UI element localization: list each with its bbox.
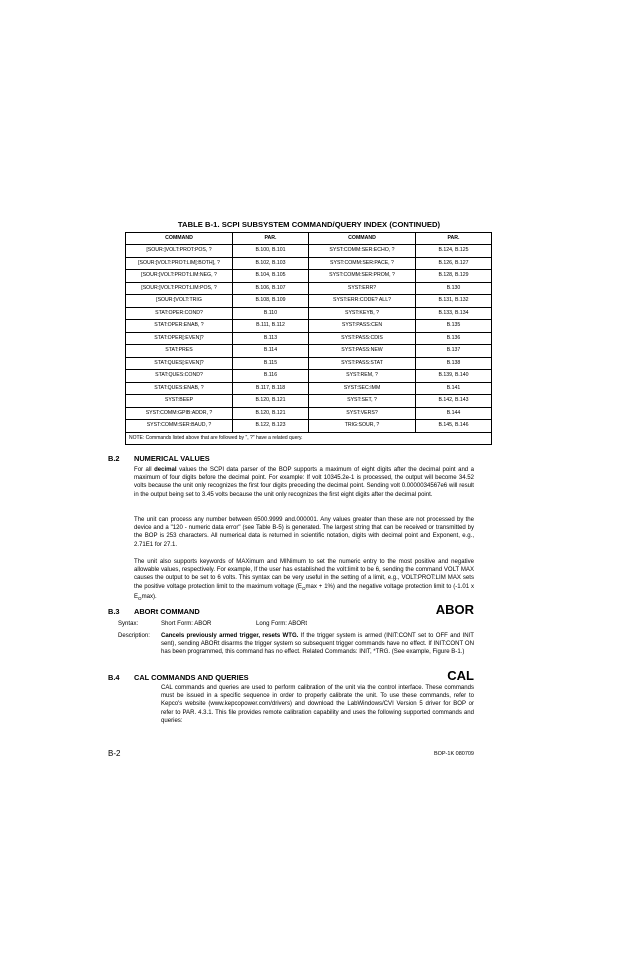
table-row bbox=[126, 382, 492, 395]
command-cell: SYST:REM, ? bbox=[309, 370, 416, 383]
section-number: B.2 bbox=[108, 454, 120, 463]
table-row bbox=[126, 282, 492, 295]
table-row bbox=[126, 407, 492, 420]
column-header: COMMAND bbox=[309, 233, 416, 245]
table-body bbox=[126, 245, 492, 433]
command-cell: SYST:PASS:STAT bbox=[309, 357, 416, 370]
par-cell: B.133, B.134 bbox=[416, 307, 492, 320]
par-cell: B.142, B.143 bbox=[416, 395, 492, 408]
command-cell: SYST:KEYB, ? bbox=[309, 307, 416, 320]
table-row bbox=[126, 420, 492, 433]
table-row bbox=[126, 357, 492, 370]
command-cell: SYST:ERR:CODE? ALL? bbox=[309, 295, 416, 308]
par-cell: B.124, B.125 bbox=[416, 245, 492, 258]
paragraph-numerical-1: For all decimal values the SCPI data parser of the BOP supports a maximum of eight digits after the decimal point and a maximum of four digits before the decimal point. For example: If volt 10345.2e-1 is processed, the output will become 34.52 volts because the unit only recognizes the first four digits preceding the decimal point. Sending volt 0.0000034567e6 will result in the output being set to 3.45 volts because the unit only recognizes the first eight digits after the decimal point. bbox=[134, 467, 475, 498]
par-cell: B.120, B.121 bbox=[233, 395, 309, 408]
table-title: TABLE B-1. SCPI SUBSYSTEM COMMAND/QUERY INDEX (CONTINUED) bbox=[177, 220, 441, 229]
par-cell: B.141 bbox=[416, 382, 492, 395]
command-cell: SYST:COMM:GPIB:ADDR, ? bbox=[126, 407, 233, 420]
command-cell: STAT:OPER:ENAB, ? bbox=[126, 320, 233, 333]
side-label-cal: CAL bbox=[447, 668, 474, 683]
command-cell: SYST:SET, ? bbox=[309, 395, 416, 408]
table-row bbox=[126, 320, 492, 333]
command-cell: SYST:COMM:SER:PROM, ? bbox=[309, 270, 416, 283]
table-row bbox=[126, 370, 492, 383]
paragraph-cal: CAL commands and queries are used to perform calibration of the unit via the control interface. These commands must be issued in a specific sequence in order to properly calibrate the unit. To use these commands, refer to Kepco's website (www.kepcopower.com/drivers) and download the LabWindows/CVI Version 5 driver for BOP or refer to PAR. 4.3.1. This file provides remote calibration capability and uses the following supported commands and queries: bbox=[161, 685, 474, 724]
par-cell: B.102, B.103 bbox=[233, 257, 309, 270]
par-cell: B.139, B.140 bbox=[416, 370, 492, 383]
command-cell: SYST:COMM:SER:ECHO, ? bbox=[309, 245, 416, 258]
command-cell: SYST:ERR? bbox=[309, 282, 416, 295]
section-number: B.3 bbox=[108, 607, 120, 616]
side-label-abor: ABOR bbox=[435, 602, 474, 617]
command-cell: SYST:BEEP bbox=[126, 395, 233, 408]
command-cell: STAT:OPER:COND? bbox=[126, 307, 233, 320]
command-cell: [SOUR:]VOLT:PROT:LIM:NEG, ? bbox=[126, 270, 233, 283]
command-cell: SYST:PASS:CEN bbox=[309, 320, 416, 333]
par-cell: B.138 bbox=[416, 357, 492, 370]
description-text: Cancels previously armed trigger, resets WTG. If the trigger system is armed (INIT:CONT set to OFF and INIT sent), sending ABORt disarms the trigger system so subsequent trigger commands have no effect. If INIT:CONT ON has been programmed, this command has no effect. Related Commands: INIT, *TRG. (See example, Figure B-1.) bbox=[161, 633, 474, 656]
command-cell: [SOUR:]VOLT:PROT:LIM[:BOTH], ? bbox=[126, 257, 233, 270]
par-cell: B.145, B.146 bbox=[416, 420, 492, 433]
description-label: Description: bbox=[118, 633, 150, 639]
table-row bbox=[126, 245, 492, 258]
par-cell: B.113 bbox=[233, 332, 309, 345]
short-form: Short Form: ABOR bbox=[161, 621, 212, 627]
par-cell: B.135 bbox=[416, 320, 492, 333]
par-cell: B.116 bbox=[233, 370, 309, 383]
column-header: COMMAND bbox=[126, 233, 233, 245]
par-cell: B.130 bbox=[416, 282, 492, 295]
command-cell: SYST:COMM:SER:PACE, ? bbox=[309, 257, 416, 270]
par-cell: B.111, B.112 bbox=[233, 320, 309, 333]
par-cell: B.110 bbox=[233, 307, 309, 320]
table-header-row bbox=[126, 233, 492, 245]
par-cell: B.137 bbox=[416, 345, 492, 358]
table-row bbox=[126, 332, 492, 345]
section-title-numerical-values: NUMERICAL VALUES bbox=[134, 454, 210, 463]
table-row bbox=[126, 270, 492, 283]
command-cell: SYST:PASS:NEW bbox=[309, 345, 416, 358]
syntax-label: Syntax: bbox=[118, 621, 139, 627]
table-row bbox=[126, 345, 492, 358]
column-header: PAR. bbox=[233, 233, 309, 245]
paragraph-numerical-2: The unit can process any number between 6500.9999 and.000001. Any values greater than these are not processed by the device and a "120 - numeric data error" (see Table B-5) is generated. The largest string that can be received or transmitted by the BOP is 253 characters. All numerical data is returned in scientific notation, digits with decimal point and Exponent, e.g., 2.71E1 for 27.1. bbox=[134, 517, 474, 548]
page-number: B-2 bbox=[108, 749, 121, 758]
table-note-row bbox=[126, 432, 492, 445]
par-cell: B.126, B.127 bbox=[416, 257, 492, 270]
command-cell: SYST:SEC:IMM bbox=[309, 382, 416, 395]
command-cell: [SOUR:]VOLT:PROT:POS, ? bbox=[126, 245, 233, 258]
par-cell: B.106, B.107 bbox=[233, 282, 309, 295]
section-title-cal: CAL COMMANDS AND QUERIES bbox=[134, 673, 249, 682]
command-cell: [SOUR:]VOLT:PROT:LIM:POS, ? bbox=[126, 282, 233, 295]
par-cell: B.117, B.118 bbox=[233, 382, 309, 395]
par-cell: B.104, B.105 bbox=[233, 270, 309, 283]
document-id: BOP-1K 080709 bbox=[433, 751, 474, 757]
par-cell: B.114 bbox=[233, 345, 309, 358]
table-note: NOTE: Commands listed above that are followed by ", ?" have a related query. bbox=[126, 432, 492, 445]
par-cell: B.120, B.121 bbox=[233, 407, 309, 420]
section-title-abort: ABORt COMMAND bbox=[134, 607, 200, 616]
long-form: Long Form: ABORt bbox=[256, 621, 308, 627]
table-row bbox=[126, 257, 492, 270]
command-cell: [SOUR:]VOLT:TRIG bbox=[126, 295, 233, 308]
command-cell: STAT:QUES[:EVEN]? bbox=[126, 357, 233, 370]
column-header: PAR. bbox=[416, 233, 492, 245]
par-cell: B.108, B.109 bbox=[233, 295, 309, 308]
par-cell: B.144 bbox=[416, 407, 492, 420]
table-row bbox=[126, 295, 492, 308]
par-cell: B.128, B.129 bbox=[416, 270, 492, 283]
command-cell: STAT:QUES:ENAB, ? bbox=[126, 382, 233, 395]
table-row bbox=[126, 307, 492, 320]
paragraph-numerical-3: The unit also supports keywords of MAXimum and MINimum to set the numeric entry to the most positive and negative allowable values, respectively. For example, If the user has established the volt:limit to be 6, sending the command VOLT MAX causes the output to be set to 6 volts. This syntax can be very useful in the setting of a limit, e.g., VOLT:PROT:LIM MAX sets the positive voltage protection limit to the maximum voltage $(E_O\max + 1\%)$ and the negative voltage protection limit to (-1.01 x $E_O\max$). bbox=[134, 559, 474, 602]
par-cell: B.115 bbox=[233, 357, 309, 370]
command-index-table bbox=[125, 232, 492, 445]
command-cell: SYST:PASS:CDIS bbox=[309, 332, 416, 345]
section-number: B.4 bbox=[108, 673, 120, 682]
par-cell: B.131, B.132 bbox=[416, 295, 492, 308]
command-cell: SYST:COMM:SER:BAUD, ? bbox=[126, 420, 233, 433]
par-cell: B.122, B.123 bbox=[233, 420, 309, 433]
command-cell: TRIG:SOUR, ? bbox=[309, 420, 416, 433]
par-cell: B.136 bbox=[416, 332, 492, 345]
command-cell: SYST:VERS? bbox=[309, 407, 416, 420]
command-cell: STAT:QUES:COND? bbox=[126, 370, 233, 383]
command-cell: STAT:OPER[:EVEN]? bbox=[126, 332, 233, 345]
par-cell: B.100, B.101 bbox=[233, 245, 309, 258]
command-cell: STAT:PRES bbox=[126, 345, 233, 358]
table-row bbox=[126, 395, 492, 408]
